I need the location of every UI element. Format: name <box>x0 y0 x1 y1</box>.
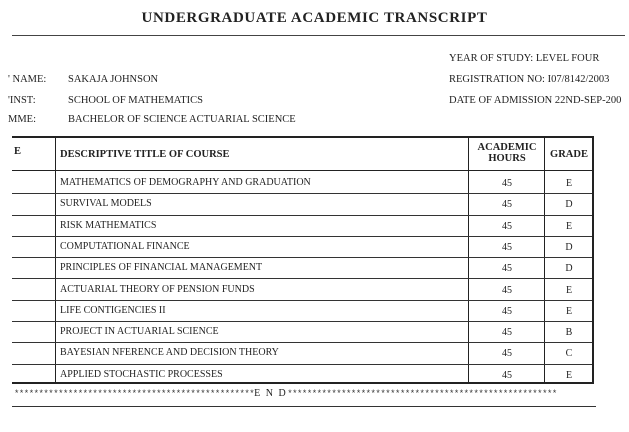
course-hours: 45 <box>502 369 512 381</box>
date-of-admission: DATE OF ADMISSION 22ND-SEP-200 <box>449 95 622 106</box>
course-title: ACTUARIAL THEORY OF PENSION FUNDS <box>60 283 255 295</box>
course-grade: C <box>565 348 573 360</box>
end-marker: *************************************************E N D******************************************************* <box>14 388 557 399</box>
course-title: BAYESIAN NFERENCE AND DECISION THEORY <box>60 347 279 359</box>
table-row <box>12 172 592 193</box>
course-grade: E <box>565 220 573 232</box>
course-grade: D <box>565 199 573 211</box>
course-hours: 45 <box>502 327 512 339</box>
course-title: PRINCIPLES OF FINANCIAL MANAGEMENT <box>60 262 263 274</box>
course-grade: E <box>565 305 573 317</box>
table-row <box>12 215 592 236</box>
table-row <box>12 321 592 342</box>
table-row <box>12 300 592 321</box>
name-value: SAKAJA JOHNSON <box>68 74 159 85</box>
course-title: LIFE CONTIGENCIES II <box>60 304 166 316</box>
course-hours: 45 <box>502 305 512 317</box>
bottom-rule <box>12 406 596 407</box>
programme-value: BACHELOR OF SCIENCE ACTUARIAL SCIENCE <box>68 114 296 125</box>
course-hours: 45 <box>502 178 512 189</box>
code-column-header: E <box>14 146 22 157</box>
course-hours: 45 <box>502 199 512 211</box>
course-title: COMPUTATIONAL FINANCE <box>60 240 190 252</box>
table-row <box>12 364 592 385</box>
course-title: PROJECT IN ACTUARIAL SCIENCE <box>60 326 219 338</box>
name-label: ' NAME: <box>8 74 47 85</box>
course-grade: E <box>565 284 573 296</box>
table-row <box>12 193 592 214</box>
table-row <box>12 342 592 363</box>
title-column-header: DESCRIPTIVE TITLE OF COURSE <box>60 149 230 160</box>
course-hours: 45 <box>502 284 512 296</box>
course-table <box>12 136 594 384</box>
institute-value: SCHOOL OF MATHEMATICS <box>68 95 203 106</box>
table-row <box>12 279 592 300</box>
course-grade: E <box>565 178 573 189</box>
header-divider <box>12 35 625 36</box>
grade-column-header: GRADE <box>550 149 588 160</box>
programme-label: MME: <box>8 114 37 125</box>
course-grade: E <box>565 369 573 381</box>
course-grade: D <box>565 241 573 253</box>
year-of-study: YEAR OF STUDY: LEVEL FOUR <box>449 53 600 64</box>
course-grade: B <box>565 327 573 339</box>
course-hours: 45 <box>502 263 512 275</box>
header-rule <box>12 170 592 171</box>
hours-column-header: ACADEMIC HOURS <box>477 142 537 164</box>
table-row <box>12 257 592 278</box>
transcript-title: UNDERGRADUATE ACADEMIC TRANSCRIPT <box>141 10 488 26</box>
course-title: APPLIED STOCHASTIC PROCESSES <box>60 368 223 380</box>
table-row <box>12 236 592 257</box>
course-grade: D <box>565 263 573 275</box>
course-title: MATHEMATICS OF DEMOGRAPHY AND GRADUATION <box>60 177 311 188</box>
course-title: RISK MATHEMATICS <box>60 219 157 231</box>
course-hours: 45 <box>502 220 512 232</box>
course-hours: 45 <box>502 348 512 360</box>
course-hours: 45 <box>502 241 512 253</box>
course-title: SURVIVAL MODELS <box>60 198 152 210</box>
institute-label: 'INST: <box>8 95 36 106</box>
registration-number: REGISTRATION NO: I07/8142/2003 <box>449 74 610 85</box>
